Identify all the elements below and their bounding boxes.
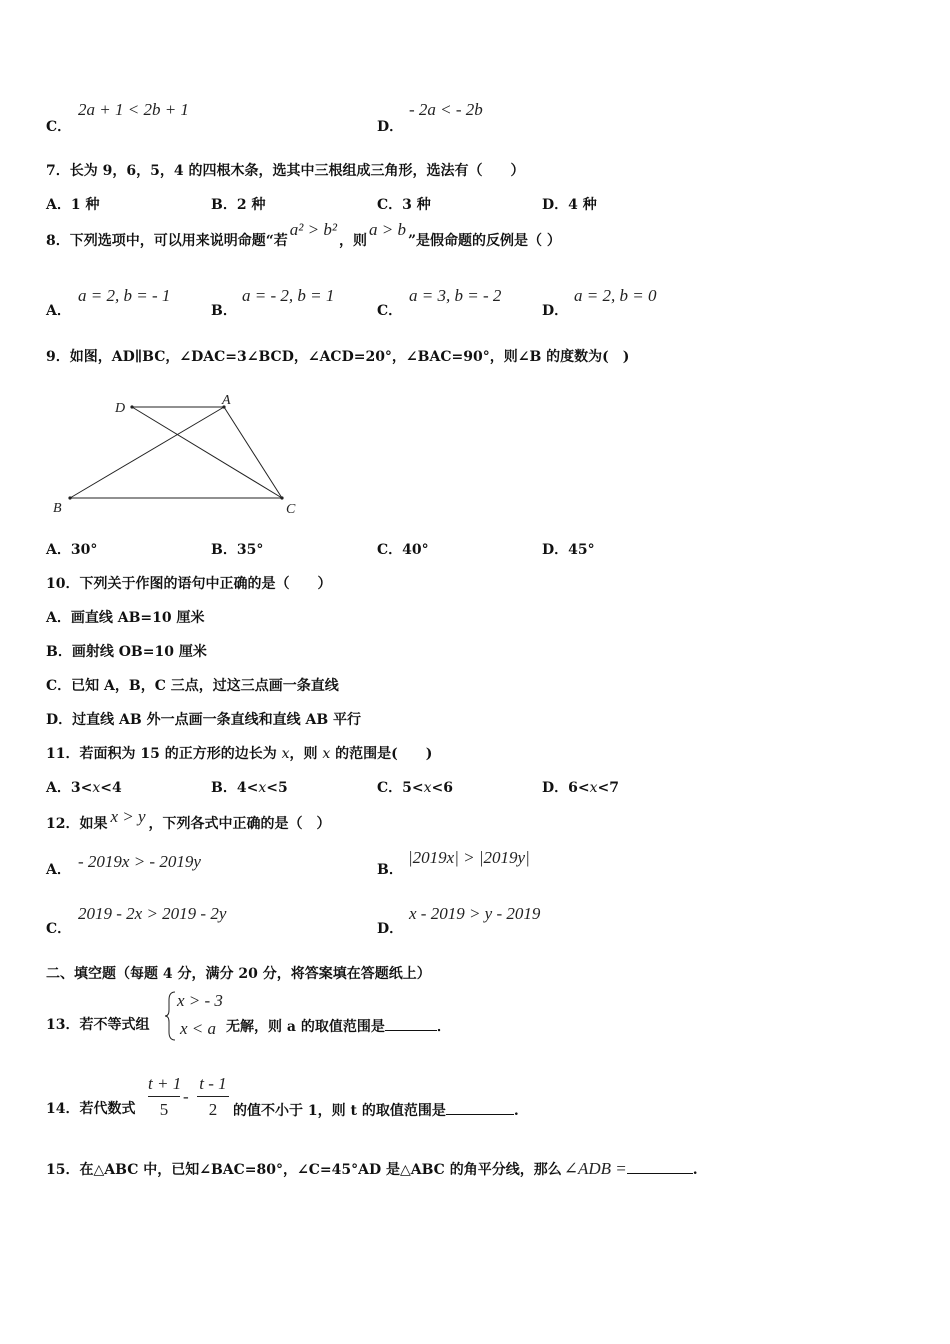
q7-stem: 7．长为 9，6，5，4 的四根木条，选其中三根组成三角形，选法有（ ）	[46, 163, 525, 179]
q8-stem-part3: ”是假命题的反例是（ ）	[407, 233, 561, 249]
q8-condition-2: a > b	[368, 220, 406, 239]
q13-stem-part1: 13．若不等式组	[46, 1017, 150, 1033]
point-b	[68, 496, 71, 499]
q8-option-d-letter: D．	[542, 303, 569, 319]
q6-option-d-letter: D．	[377, 119, 404, 135]
q10-option-b: B．画射线 OB=10 厘米	[46, 644, 207, 660]
label-d: D	[115, 401, 126, 416]
q6-option-d-expression: - 2a < - 2b	[409, 100, 483, 119]
q9-option-d: D．45°	[542, 542, 595, 558]
q12-option-b-letter: B．	[377, 862, 403, 878]
q10-stem: 10．下列关于作图的语句中正确的是（ ）	[46, 576, 332, 592]
q11-stem-part1: 11．若面积为 15 的正方形的边长为	[46, 746, 282, 762]
q14-fraction1-denominator: 5	[159, 1100, 169, 1119]
q13-system-line1: x > - 3	[177, 991, 223, 1010]
q14-fraction2-numerator: t - 1	[199, 1074, 227, 1093]
q14-stem-part2: 的值不小于 1，则 t 的取值范围是 .	[233, 1100, 519, 1120]
q12-option-d-letter: D．	[377, 921, 404, 937]
q15-stem-part1: 15．在△ABC 中，已知∠BAC=80°，∠C=45°AD 是△ABC 的角平分线，那么	[46, 1162, 562, 1178]
q10-option-c: C．已知 A，B，C 三点，过这三点画一条直线	[46, 678, 339, 694]
q14-stem-part1: 14．若代数式	[46, 1101, 136, 1117]
q13-system-line2: x < a	[180, 1019, 217, 1038]
q9-figure	[40, 385, 310, 520]
q15-stem	[46, 1159, 698, 1179]
q10-option-a: A．画直线 AB=10 厘米	[46, 610, 205, 626]
q13-answer-blank[interactable]	[385, 1016, 437, 1031]
segment-ac	[224, 407, 282, 498]
q12-stem-part1: 12．如果	[46, 816, 108, 832]
q8-option-d-expression: a = 2, b = 0	[574, 286, 657, 305]
q7-option-d: D．4 种	[542, 197, 597, 213]
label-a: A	[222, 393, 231, 408]
q8-option-c-letter: C．	[377, 303, 403, 319]
q12-option-c-letter: C．	[46, 921, 72, 937]
q7-option-c: C．3 种	[377, 197, 431, 213]
q14-answer-blank[interactable]	[446, 1100, 514, 1115]
q11-stem-part3: 的范围是( )	[330, 746, 433, 762]
label-b: B	[53, 501, 62, 516]
q15-expression: ∠ADB =	[563, 1159, 627, 1178]
q13-brace	[163, 990, 177, 1042]
segment-ba	[70, 407, 224, 498]
q13-stem-part2: 无解，则 a 的取值范围是 ．	[226, 1016, 451, 1036]
q11-option-c: C．5<x<6	[377, 780, 454, 796]
q11-option-d: D．6<x<7	[542, 780, 620, 796]
q9-option-b: B．35°	[211, 542, 264, 558]
q8-option-c-expression: a = 3, b = - 2	[409, 286, 502, 305]
q15-answer-blank[interactable]	[627, 1159, 693, 1174]
q8-option-b-letter: B．	[211, 303, 237, 319]
q12-stem-part2: ，下列各式中正确的是（ ）	[148, 816, 331, 832]
point-d	[130, 405, 133, 408]
q14-fraction2-bar	[197, 1096, 229, 1097]
q12-option-c-expression: 2019 - 2x > 2019 - 2y	[78, 904, 227, 923]
q8-option-a-expression: a = 2, b = - 1	[78, 286, 171, 305]
q14-fraction1-numerator: t + 1	[148, 1074, 182, 1093]
q6-option-c-expression: 2a + 1 < 2b + 1	[78, 100, 189, 119]
q10-option-d: D．过直线 AB 外一点画一条直线和直线 AB 平行	[46, 712, 362, 728]
q8-option-b-expression: a = - 2, b = 1	[242, 286, 335, 305]
q14-fraction2-denominator: 2	[208, 1100, 218, 1119]
label-c: C	[286, 502, 296, 517]
q6-option-c-letter: C．	[46, 119, 72, 135]
q8-option-a-letter: A．	[46, 303, 71, 319]
q12-option-a-letter: A．	[46, 862, 71, 878]
q14-fraction1-bar	[148, 1096, 180, 1097]
q15-stem-part2: .	[692, 1162, 698, 1178]
q7-option-a: A．1 种	[46, 197, 100, 213]
q11-option-a: A．3<x<4	[46, 780, 122, 796]
q12-option-b-expression: |2019x| > |2019y|	[408, 848, 530, 867]
q11-stem-part2: ，则	[289, 746, 323, 762]
q12-option-a-expression: - 2019x > - 2019y	[78, 852, 201, 871]
segment-dc	[132, 407, 282, 498]
q11-variable-1: x	[281, 746, 290, 762]
q11-option-b: B．4<x<5	[211, 780, 288, 796]
q8-condition-1: a² > b²	[289, 220, 337, 239]
q12-stem	[46, 807, 331, 833]
q9-option-c: C．40°	[377, 542, 429, 558]
q9-stem: 9．如图，AD∥BC，∠DAC=3∠BCD，∠ACD=20°，∠BAC=90°，则∠B 的度数为( )	[46, 349, 630, 365]
section2-title: 二、填空题（每题 4 分，满分 20 分，将答案填在答题纸上）	[46, 966, 431, 982]
point-c	[280, 496, 283, 499]
q11-variable-2: x	[322, 746, 331, 762]
q8-stem	[46, 220, 561, 250]
q12-condition: x > y	[110, 807, 146, 826]
q8-stem-part1: 8．下列选项中，可以用来说明命题“若	[46, 233, 288, 249]
q9-option-a: A．30°	[46, 542, 98, 558]
q7-option-b: B．2 种	[211, 197, 266, 213]
q12-option-d-expression: x - 2019 > y - 2019	[409, 904, 541, 923]
q14-minus: -	[183, 1087, 189, 1106]
q8-stem-part2: ，则	[338, 233, 367, 249]
q11-stem	[46, 745, 432, 763]
